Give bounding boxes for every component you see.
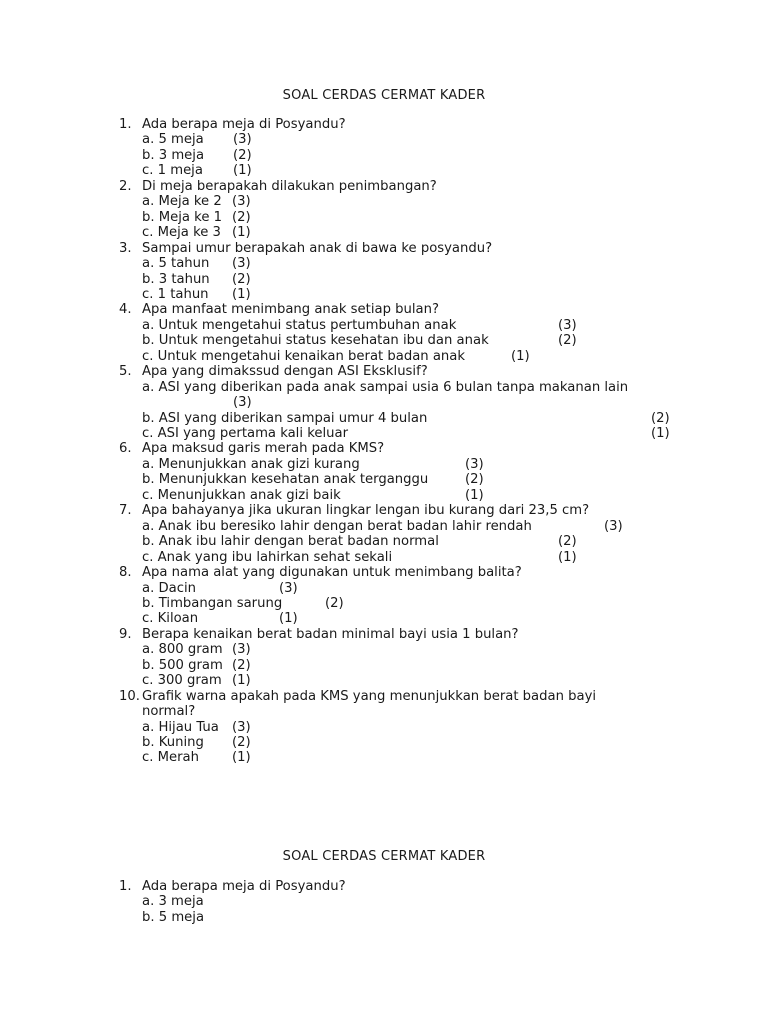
question-text: normal?: [142, 704, 196, 719]
question-text: Ada berapa meja di Posyandu?: [142, 117, 346, 132]
option-text: c. Untuk mengetahui kenaikan berat badan anak: [142, 349, 466, 364]
question-text: Di meja berapakah dilakukan penimbangan?: [142, 179, 437, 194]
section-title-2: SOAL CERDAS CERMAT KADER: [282, 849, 486, 864]
question-number: 2.: [119, 179, 132, 194]
option-text: b. Menunjukkan kesehatan anak terganggu: [142, 472, 429, 487]
option-text: c. 300 gram: [142, 673, 222, 688]
option-text: b. 500 gram: [142, 658, 223, 673]
question-number: 4.: [119, 302, 132, 317]
option-text: c. 1 tahun: [142, 287, 209, 302]
option-text: b. 3 meja: [142, 148, 205, 163]
option-score: (1): [651, 426, 670, 441]
option-score: (2): [558, 333, 577, 348]
option-score: (1): [232, 287, 251, 302]
option-text: c. Anak yang ibu lahirkan sehat sekali: [142, 550, 393, 565]
question-number: 1.: [119, 879, 132, 894]
option-score: (1): [233, 163, 252, 178]
option-text: a. 5 tahun: [142, 256, 210, 271]
option-score: (3): [233, 395, 252, 410]
option-score: (1): [232, 673, 251, 688]
option-text: a. Menunjukkan anak gizi kurang: [142, 457, 360, 472]
option-text: a. ASI yang diberikan pada anak sampai usia 6 bulan tanpa makanan lain: [142, 380, 629, 395]
option-text: a. Anak ibu beresiko lahir dengan berat badan lahir rendah: [142, 519, 532, 534]
option-score: (2): [465, 472, 484, 487]
question-number: 8.: [119, 565, 132, 580]
option-text: b. Meja ke 1: [142, 210, 223, 225]
option-text: c. Merah: [142, 750, 199, 765]
question-number: 6.: [119, 441, 132, 456]
option-text: b. ASI yang diberikan sampai umur 4 bulan: [142, 411, 428, 426]
question-number: 9.: [119, 627, 132, 642]
option-score: (3): [232, 194, 251, 209]
option-text: b. 5 meja: [142, 910, 205, 925]
option-score: (2): [233, 148, 252, 163]
section-title-1: SOAL CERDAS CERMAT KADER: [282, 88, 486, 103]
option-text: c. Menunjukkan anak gizi baik: [142, 488, 341, 503]
option-score: (3): [233, 132, 252, 147]
question-text: Ada berapa meja di Posyandu?: [142, 879, 346, 894]
option-text: a. 3 meja: [142, 894, 204, 909]
question-text: Apa nama alat yang digunakan untuk menimbang balita?: [142, 565, 522, 580]
option-text: c. ASI yang pertama kali keluar: [142, 426, 349, 441]
option-score: (2): [232, 210, 251, 225]
option-score: (1): [279, 611, 298, 626]
option-text: b. 3 tahun: [142, 272, 210, 287]
option-text: a. 800 gram: [142, 642, 223, 657]
option-text: a. 5 meja: [142, 132, 204, 147]
option-text: a. Hijau Tua: [142, 720, 219, 735]
option-text: b. Timbangan sarung: [142, 596, 283, 611]
question-number: 7.: [119, 503, 132, 518]
option-text: a. Dacin: [142, 581, 196, 596]
option-score: (2): [232, 658, 251, 673]
question-number: 3.: [119, 241, 132, 256]
option-text: a. Meja ke 2: [142, 194, 222, 209]
option-score: (2): [325, 596, 344, 611]
question-text: Apa yang dimakssud dengan ASI Eksklusif?: [142, 364, 428, 379]
option-text: a. Untuk mengetahui status pertumbuhan anak: [142, 318, 457, 333]
option-score: (1): [232, 750, 251, 765]
option-score: (3): [604, 519, 623, 534]
option-text: c. Kiloan: [142, 611, 199, 626]
question-text: Apa maksud garis merah pada KMS?: [142, 441, 385, 456]
question-text: Sampai umur berapakah anak di bawa ke posyandu?: [142, 241, 493, 256]
question-number: 10.: [119, 689, 140, 704]
option-score: (3): [232, 642, 251, 657]
option-text: b. Kuning: [142, 735, 204, 750]
question-number: 5.: [119, 364, 132, 379]
option-text: b. Untuk mengetahui status kesehatan ibu dan anak: [142, 333, 489, 348]
option-text: b. Anak ibu lahir dengan berat badan normal: [142, 534, 439, 549]
option-score: (3): [232, 256, 251, 271]
option-score: (1): [558, 550, 577, 565]
option-score: (2): [232, 272, 251, 287]
question-text: Apa bahayanya jika ukuran lingkar lengan ibu kurang dari 23,5 cm?: [142, 503, 590, 518]
option-score: (3): [279, 581, 298, 596]
question-text: Apa manfaat menimbang anak setiap bulan?: [142, 302, 439, 317]
option-score: (1): [232, 225, 251, 240]
option-score: (3): [232, 720, 251, 735]
option-score: (3): [558, 318, 577, 333]
question-text: Grafik warna apakah pada KMS yang menunjukkan berat badan bayi: [142, 689, 597, 704]
option-score: (2): [558, 534, 577, 549]
question-number: 1.: [119, 117, 132, 132]
option-text: c. Meja ke 3: [142, 225, 221, 240]
option-score: (2): [232, 735, 251, 750]
option-score: (2): [651, 411, 670, 426]
option-score: (1): [511, 349, 530, 364]
option-score: (1): [465, 488, 484, 503]
option-score: (3): [465, 457, 484, 472]
option-text: c. 1 meja: [142, 163, 203, 178]
question-text: Berapa kenaikan berat badan minimal bayi usia 1 bulan?: [142, 627, 519, 642]
